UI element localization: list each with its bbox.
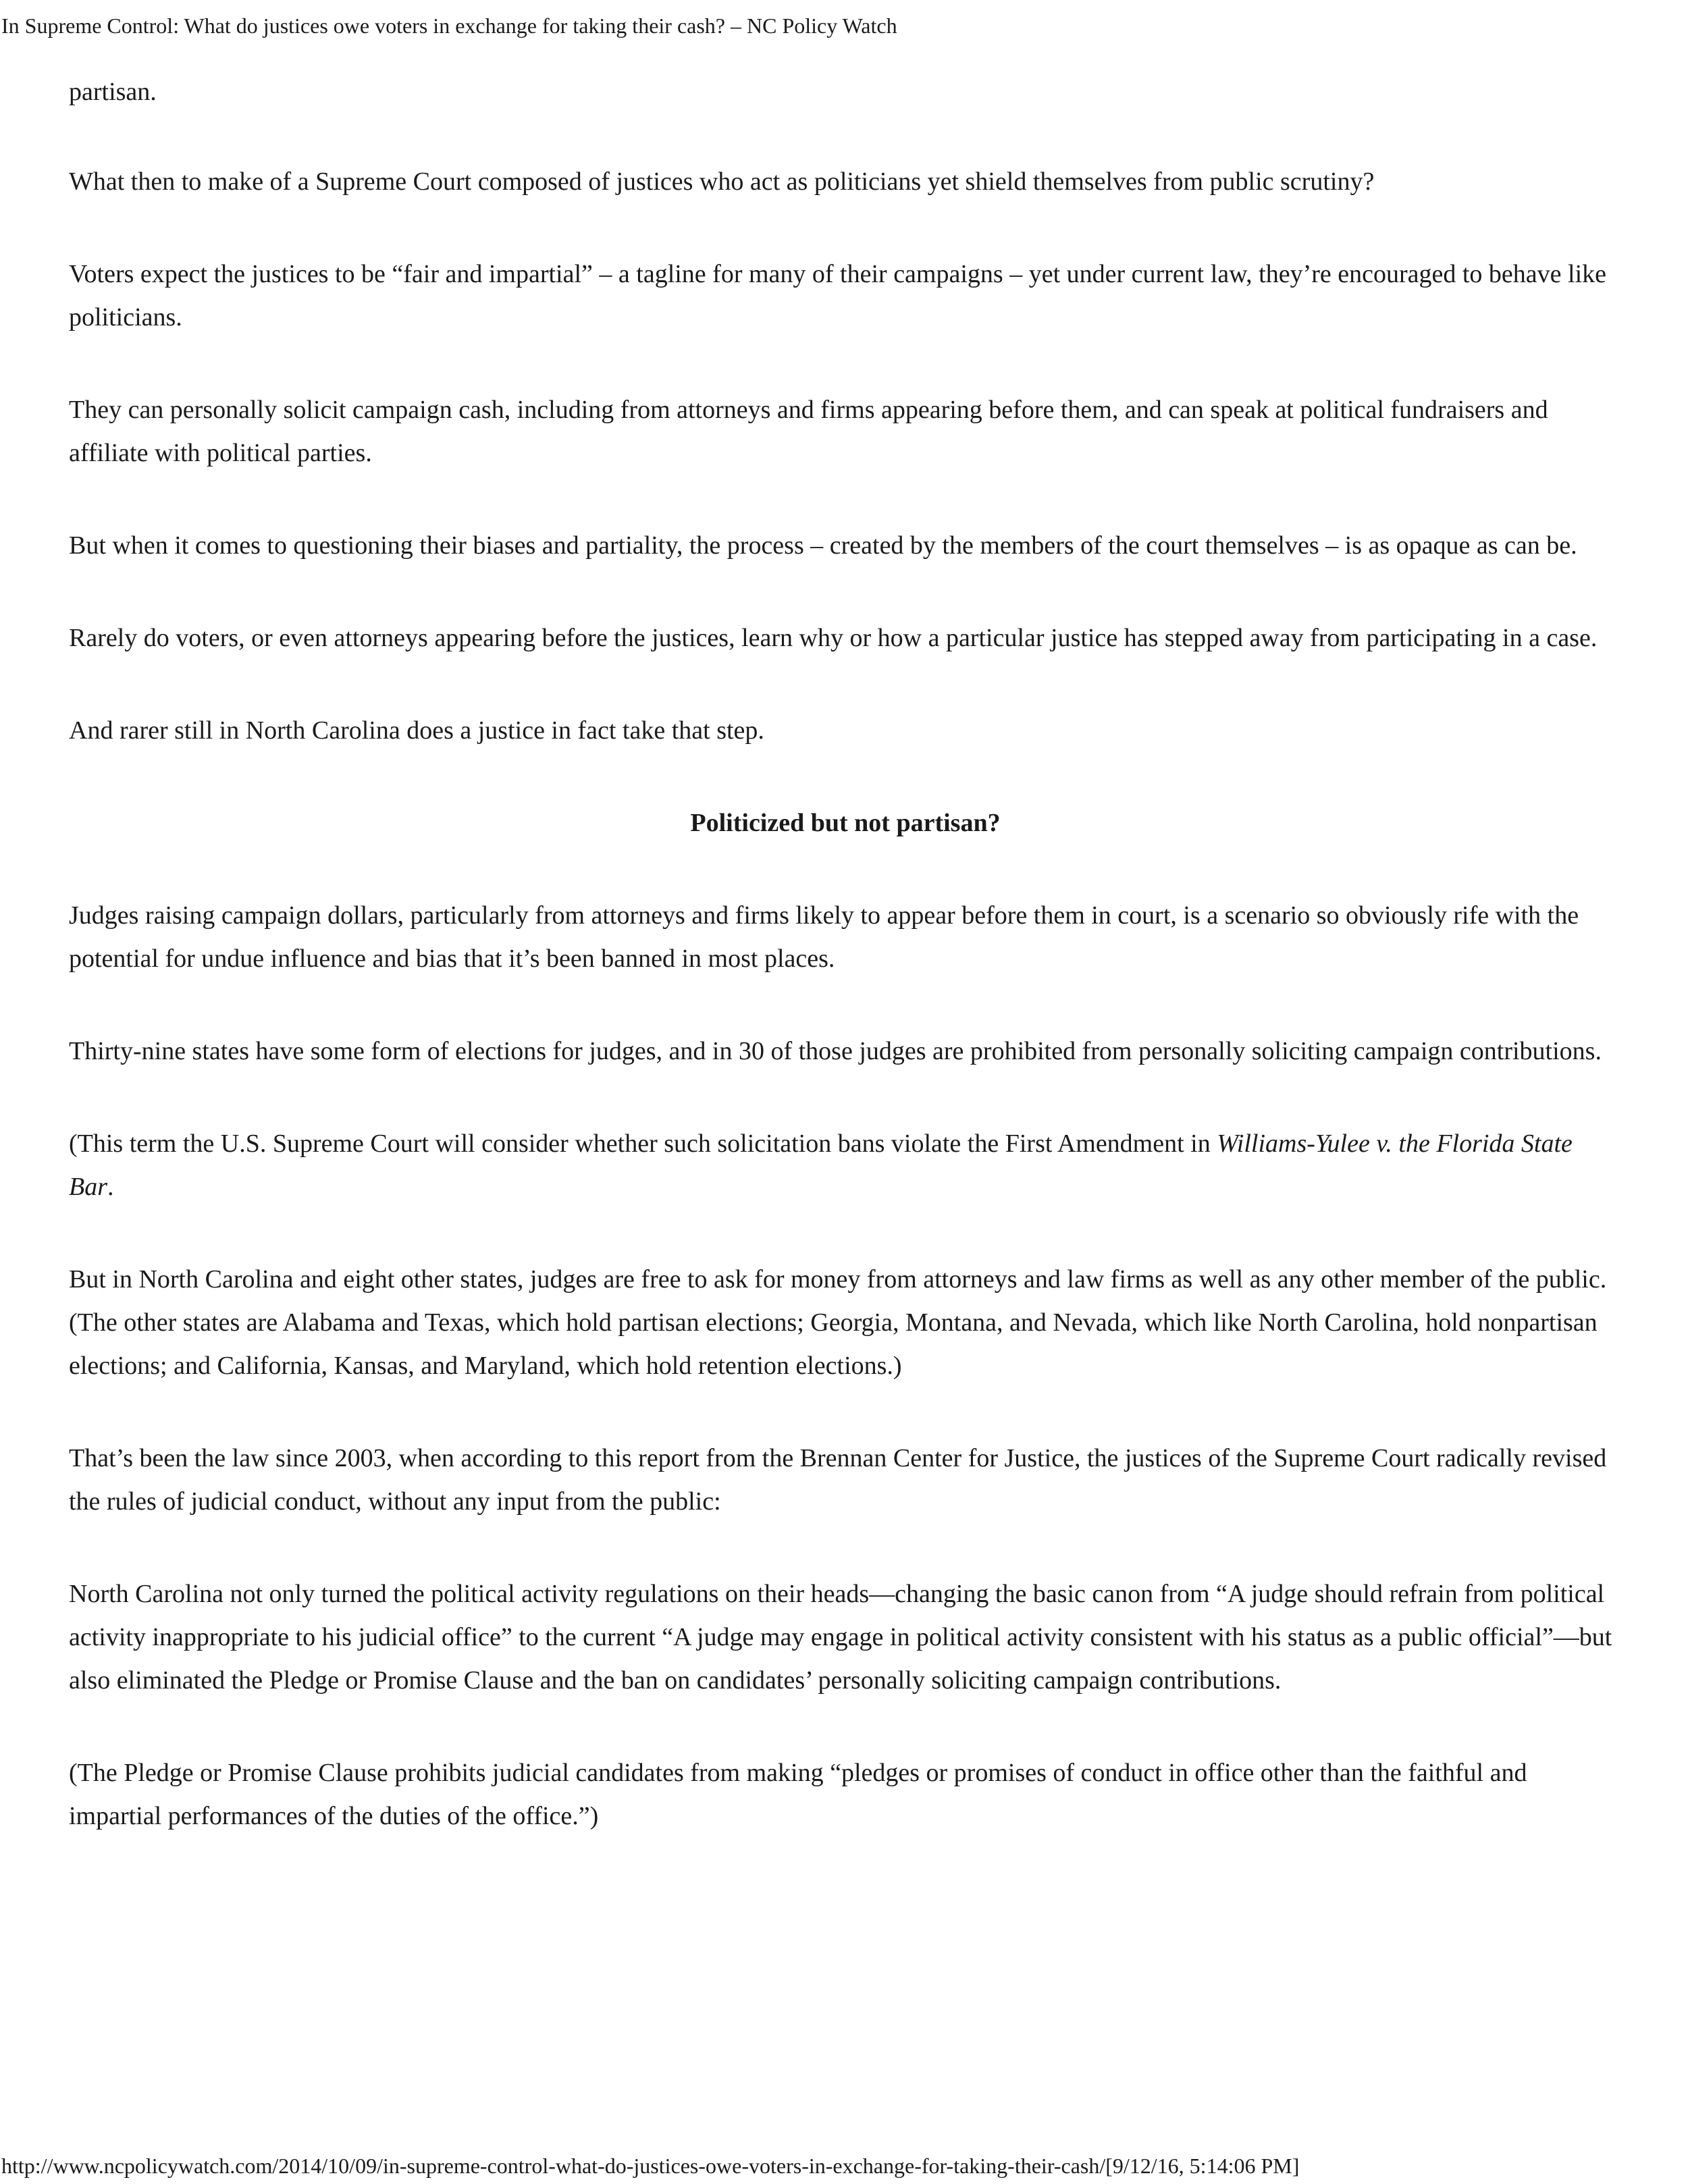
paragraph-solicit-cash: They can personally solicit campaign cash, including from attorneys and firms appearing before them, and can speak at political fundraisers and affiliate with political parties. (69, 396, 1548, 467)
paragraph-pledge-clause: (The Pledge or Promise Clause prohibits judicial candidates from making “pledges or promises of conduct in office other than the faithful and impartial performances of the duties of the office.”) (69, 1759, 1527, 1830)
paragraph-nc-not-only: North Carolina not only turned the political activity regulations on their heads—changing the basic canon from “A judge should refrain from political activity inappropriate to his judicial office” to the current “A judge may engage in political activity consistent with his status as a public official”—but also eliminated the Pledge or Promise Clause and the ban on candidates’ personally soliciting campaign contributions. (69, 1580, 1612, 1695)
page-footer-url: http://www.ncpolicywatch.com/2014/10/09/in-supreme-control-what-do-justices-owe-voters-in-exchange-for-taking-their-cash/[9/12/16, 5:14:06 PM] (1, 2154, 1300, 2178)
paragraph-nc-eight-states: But in North Carolina and eight other states, judges are free to ask for money from attorneys and law firms as well as any other member of the public. (The other states are Alabama and Texas, which hold partisan elections; Georgia, Montana, and Nevada, which like North Carolina, hold nonpartisan elections; and California, Kansas, and Maryland, which hold retention elections.) (69, 1265, 1607, 1380)
paragraph-partisan: partisan. (69, 78, 157, 106)
article-body (69, 70, 1622, 1887)
paragraph-law-since-2003: That’s been the law since 2003, when according to this report from the Brennan Center for Justice, the justices of the Supreme Court radically revised the rules of judicial conduct, without any input from the public: (69, 1444, 1607, 1516)
case-name: Williams-Yulee v. the Florida State Bar (69, 1129, 1573, 1201)
paragraph-what-then: What then to make of a Supreme Court composed of justices who act as politicians yet shield themselves from public scrutiny? (69, 167, 1375, 196)
paragraph-this-term (69, 1122, 1622, 1208)
section-heading: Politicized but not partisan? (690, 809, 1001, 837)
page-header-title: In Supreme Control: What do justices owe voters in exchange for taking their cash? – NC Policy Watch (1, 14, 897, 38)
paragraph-judges-raising: Judges raising campaign dollars, particularly from attorneys and firms likely to appear before them in court, is a scenario so obviously rife with the potential for undue influence and bias that it’s been banned in most places. (69, 901, 1579, 973)
paragraph-voters-expect: Voters expect the justices to be “fair and impartial” – a tagline for many of their campaigns – yet under current law, they’re encouraged to behave like politicians. (69, 260, 1606, 331)
this-term-end: . (107, 1173, 114, 1201)
paragraph-rarely: Rarely do voters, or even attorneys appearing before the justices, learn why or how a particular justice has stepped away from participating in a case. (69, 624, 1598, 652)
paragraph-rarer-still: And rarer still in North Carolina does a justice in fact take that step. (69, 716, 764, 745)
this-term-text: (This term the U.S. Supreme Court will consider whether such solicitation bans violate the First Amendment in (69, 1129, 1217, 1158)
paragraph-biases: But when it comes to questioning their biases and partiality, the process – created by the members of the court themselves – is as opaque as can be. (69, 531, 1577, 560)
paragraph-thirty-nine-states: Thirty-nine states have some form of elections for judges, and in 30 of those judges are prohibited from personally soliciting campaign contributions. (69, 1037, 1602, 1065)
